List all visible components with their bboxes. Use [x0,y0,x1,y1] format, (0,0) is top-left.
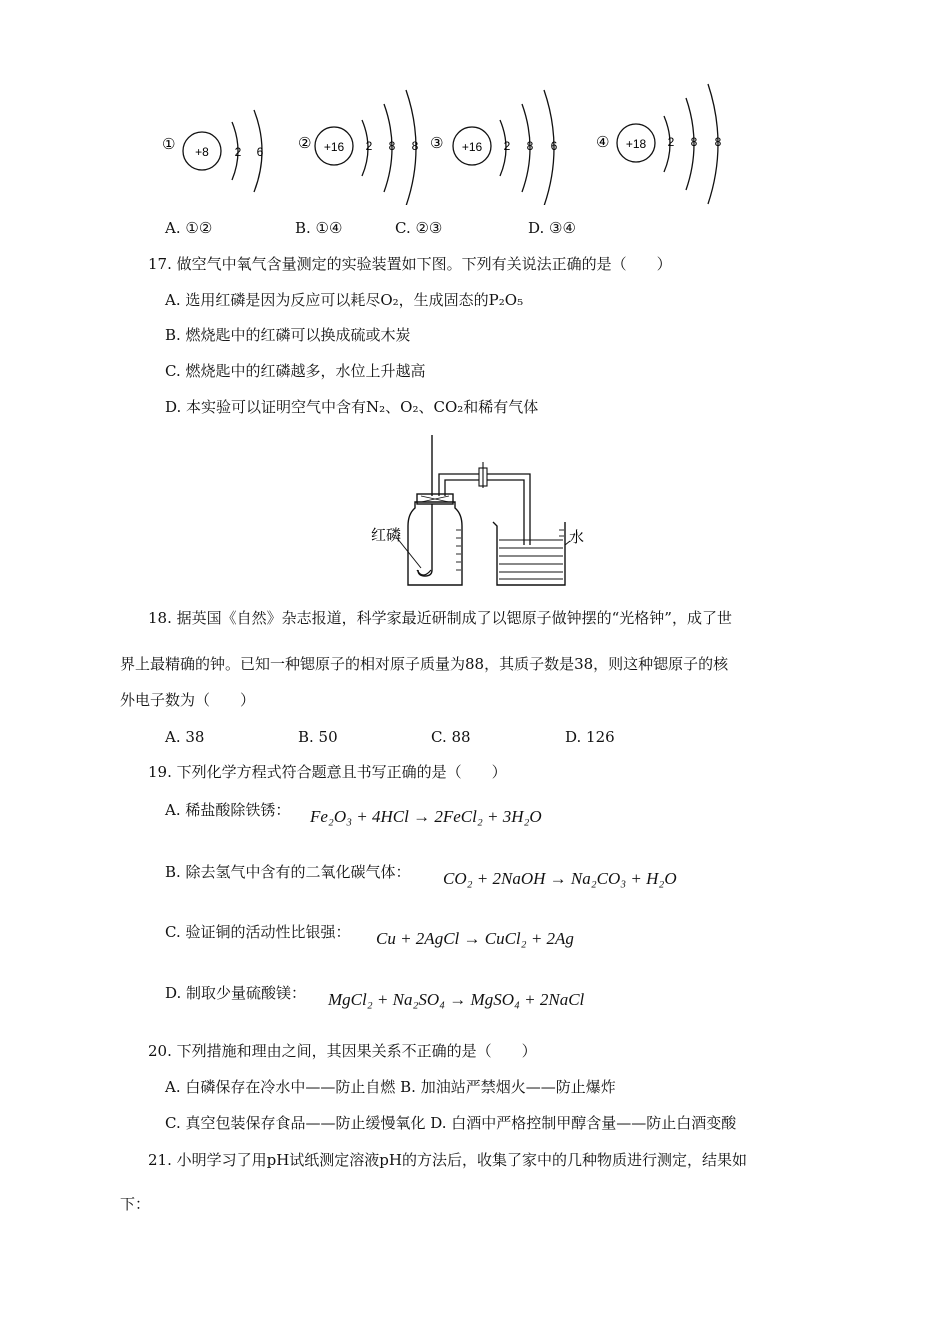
q18-line-2: 界上最精确的钟。已知一种锶原子的相对原子质量为88，其质子数是38，则这种锶原子的核 [120,655,729,673]
water-label: 水 [569,529,585,546]
atom-3-nucleus: +16 [461,140,483,154]
atom-diagram-3 [430,90,558,205]
atom-3-shell-1: 2 [503,139,511,153]
q19-option-b-equation: CO₂ + 2NaOH → Na₂CO₃ + H₂O [443,869,677,888]
atom-4-shell-2: 8 [690,135,698,149]
q17-option-d: D. 本实验可以证明空气中含有N₂、O₂、CO₂和稀有气体 [165,398,539,416]
q17-option-a: A. 选用红磷是因为反应可以耗尽O₂，生成固态的P₂O₅ [165,291,524,309]
atom-1-mark: ① [162,136,176,153]
atom-2-mark: ② [298,135,312,152]
atom-diagram-4 [596,84,722,204]
oxygen-experiment-apparatus-figure [365,430,595,590]
atom-3-shell-2: 8 [526,139,534,153]
atom-diagram-1 [162,110,264,192]
q18-option-c: C. 88 [431,728,471,746]
q18-line-3: 外电子数为（ ） [120,691,256,709]
q16-option-b: B. ①④ [295,219,343,237]
q20-stem: 20. 下列措施和理由之间，其因果关系不正确的是（ ） [148,1042,537,1060]
q21-line-1: 21. 小明学习了用pH试纸测定溶液pH的方法后，收集了家中的几种物质进行测定，结果如 [148,1151,747,1169]
q16-option-a: A. ①② [165,219,213,237]
q17-option-b: B. 燃烧匙中的红磷可以换成硫或木炭 [165,326,411,344]
atom-4-shell-1: 2 [667,135,675,149]
atom-3-mark: ③ [430,135,444,152]
q16-option-c: C. ②③ [395,219,443,237]
q18-line-1: 18. 据英国《自然》杂志报道，科学家最近研制成了以锶原子做钟摆的“光格钟”，成了世 [148,609,732,627]
atom-diagrams-svg [150,80,750,205]
atom-2-nucleus: +16 [323,140,345,154]
q18-option-a: A. 38 [165,728,205,746]
atom-1-shell-1: 2 [234,145,242,159]
atom-3-shell-3: 6 [550,139,558,153]
q17-option-c: C. 燃烧匙中的红磷越多，水位上升越高 [165,362,426,380]
red-phosphorus-label: 红磷 [371,527,402,544]
atom-diagram-2 [298,90,419,205]
q19-option-c-equation: Cu + 2AgCl → CuCl₂ + 2Ag [376,929,574,948]
atom-1-nucleus: +8 [195,145,209,159]
atom-4-mark: ④ [596,134,610,151]
atom-4-shell-3: 8 [714,135,722,149]
atom-1-shell-2: 6 [256,145,264,159]
q16-option-d: D. ③④ [528,219,576,237]
atom-2-shell-1: 2 [365,139,373,153]
q19-option-d-equation: MgCl₂ + Na₂SO₄ → MgSO₄ + 2NaCl [328,990,585,1009]
q20-options-line-2: C. 真空包装保存食品——防止缓慢氧化 D. 白酒中严格控制甲醇含量——防止白酒变酸 [165,1114,737,1132]
atom-2-shell-3: 8 [411,139,419,153]
q19-stem: 19. 下列化学方程式符合题意且书写正确的是（ ） [148,763,507,781]
q19-option-b-label: B. 除去氢气中含有的二氧化碳气体： [165,863,411,881]
q19-option-c-label: C. 验证铜的活动性比银强： [165,923,351,941]
apparatus-svg [365,430,595,590]
q19-option-a-label: A. 稀盐酸除铁锈： [165,801,291,819]
q20-options-line-1: A. 白磷保存在冷水中——防止自燃 B. 加油站严禁烟火——防止爆炸 [165,1078,616,1096]
q18-option-b: B. 50 [298,728,338,746]
q19-option-d-label: D. 制取少量硫酸镁： [165,984,307,1002]
atom-2-shell-2: 8 [388,139,396,153]
atom-4-nucleus: +18 [625,137,647,151]
q21-line-2: 下： [120,1195,151,1213]
q19-option-a-equation: Fe₂O₃ + 4HCl → 2FeCl₂ + 3H₂O [310,807,542,826]
q17-stem: 17. 做空气中氧气含量测定的实验装置如下图。下列有关说法正确的是（ ） [148,255,672,273]
atom-structure-diagrams [150,80,750,205]
q18-option-d: D. 126 [565,728,615,746]
